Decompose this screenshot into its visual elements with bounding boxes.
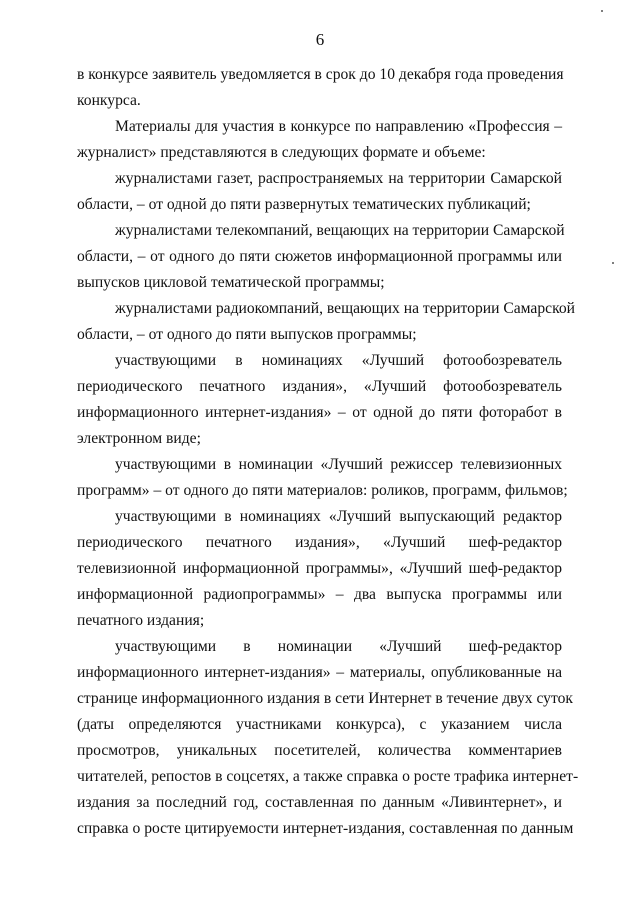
text-line: журналистами телекомпаний, вещающих на территории Самарской xyxy=(115,222,565,239)
text-line: в конкурсе заявитель уведомляется в срок до 10 декабря года проведения xyxy=(77,66,564,83)
text-line: информационного интернет-издания» – материалы, опубликованные на xyxy=(77,664,562,681)
text-line: участвующими в номинации «Лучший шеф-редактор xyxy=(115,638,562,655)
text-line: журналистами радиокомпаний, вещающих на территории Самарской xyxy=(115,300,575,317)
text-line: программ» – от одного до пяти материалов: роликов, программ, фильмов; xyxy=(77,482,568,499)
text-line: выпусков цикловой тематической программы; xyxy=(77,274,385,291)
text-line: телевизионной информационной программы», «Лучший шеф-редактор xyxy=(77,560,562,577)
text-line: конкурса. xyxy=(77,92,141,109)
body-text xyxy=(77,62,579,842)
scan-speck xyxy=(601,10,603,12)
text-line: печатного издания; xyxy=(77,612,205,629)
text-line: просмотров, уникальных посетителей, количества комментариев xyxy=(77,742,562,759)
text-line: области, – от одного до пяти сюжетов информационной программы или xyxy=(77,248,562,265)
text-line: (даты определяются участниками конкурса), с указанием числа xyxy=(77,716,562,733)
text-line: информационного интернет-издания» – от одной до пяти фоторабот в xyxy=(77,404,562,421)
text-line: информационной радиопрограммы» – два выпуска программы или xyxy=(77,586,562,603)
text-line: периодического печатного издания», «Лучший шеф-редактор xyxy=(77,534,562,551)
text-line: журналистами газет, распространяемых на территории Самарской xyxy=(115,170,562,187)
text-line: области, – от одной до пяти развернутых тематических публикаций; xyxy=(77,196,531,213)
text-line: участвующими в номинациях «Лучший фотообозреватель xyxy=(115,352,562,369)
text-line: области, – от одного до пяти выпусков программы; xyxy=(77,326,417,343)
text-line: справка о росте цитируемости интернет-издания, составленная по данным xyxy=(77,820,574,837)
text-line: странице информационного издания в сети Интернет в течение двух суток xyxy=(77,690,573,707)
text-line: Материалы для участия в конкурсе по направлению «Профессия – xyxy=(115,118,562,135)
text-line: электронном виде; xyxy=(77,430,201,447)
text-line: журналист» представляются в следующих формате и объеме: xyxy=(77,144,486,161)
scan-speck xyxy=(612,262,614,264)
text-line: периодического печатного издания», «Лучший фотообозреватель xyxy=(77,378,562,395)
text-line: читателей, репостов в соцсетях, а также справка о росте трафика интернет- xyxy=(77,768,579,785)
text-line: издания за последний год, составленная по данным «Ливинтернет», и xyxy=(77,794,562,811)
text-line: участвующими в номинации «Лучший режиссер телевизионных xyxy=(115,456,562,473)
text-line: участвующими в номинациях «Лучший выпускающий редактор xyxy=(115,508,562,525)
page-number: 6 xyxy=(315,30,325,49)
